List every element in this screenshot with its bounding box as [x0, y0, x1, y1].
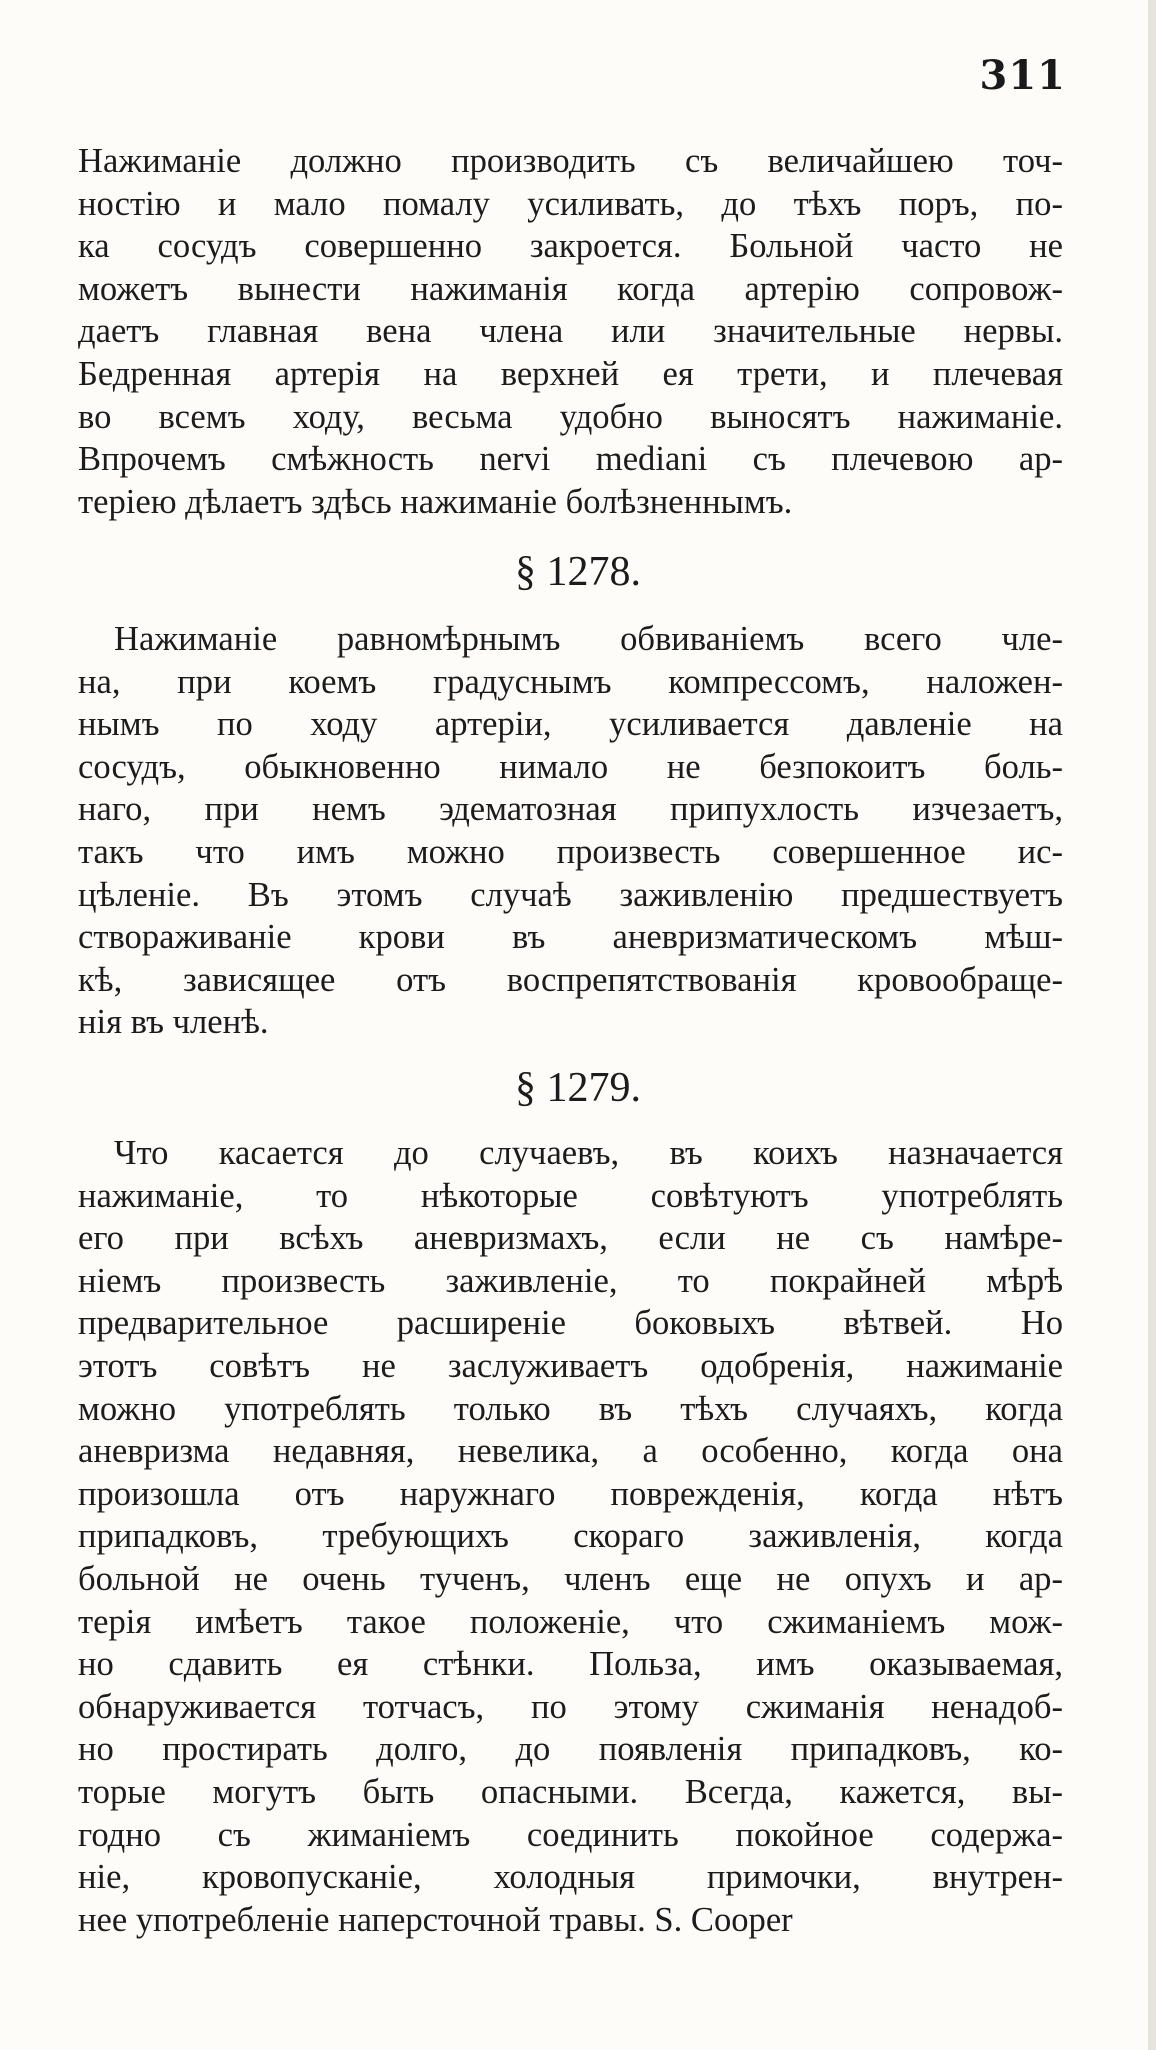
text-line: ностію и мало помалу усиливать, до тѣхъ поръ, по-: [78, 184, 1063, 223]
paragraph-1: [78, 140, 1063, 523]
text-line: даетъ главная вена члена или значительные нервы.: [78, 312, 1063, 351]
text-line: обнаруживается тотчасъ, по этому сжиманія ненадоб-: [78, 1687, 1063, 1726]
text-line: Нажиманіе должно производить съ величайшею точ-: [78, 142, 1063, 180]
text-line: можетъ вынести нажиманія когда артерію сопровож-: [78, 269, 1063, 308]
text-line: аневризма недавняя, невелика, а особенно, когда она: [78, 1432, 1063, 1471]
text-line: годно съ жиманіемъ соединить покойное содержа-: [78, 1815, 1063, 1854]
text-line: кѣ, зависящее отъ воспрепятствованія кровообраще-: [78, 960, 1063, 999]
text-line: терія имѣетъ такое положеніе, что сжиманіемъ мож-: [78, 1602, 1063, 1641]
text-line: сосудъ, обыкновенно нимало не безпокоитъ боль-: [78, 747, 1063, 786]
paragraph-3: [78, 1132, 1063, 1941]
text-line: ніемъ произвесть заживленіе, то покрайней мѣрѣ: [78, 1261, 1063, 1300]
text-line: цѣленіе. Въ этомъ случаѣ заживленію предшествуетъ: [78, 875, 1063, 914]
text-line: ніе, кровопусканіе, холодныя примочки, внутрен-: [78, 1858, 1063, 1897]
text-line: нажиманіе, то нѣкоторые совѣтуютъ употреблять: [78, 1176, 1063, 1215]
section-heading-1279: § 1279.: [515, 1065, 641, 1111]
text-line: Что касается до случаевъ, въ коихъ назначается: [114, 1134, 1063, 1172]
text-line: припадковъ, требующихъ скораго заживленія, когда: [78, 1517, 1063, 1556]
page-edge: [1148, 0, 1156, 2050]
page-number: 311: [979, 52, 1066, 99]
paragraph-2: [78, 618, 1063, 1044]
text-line: Нажиманіе равномѣрнымъ обвиваніемъ всего чле-: [114, 620, 1063, 658]
text-line: створаживаніе крови въ аневризматическомъ мѣш-: [78, 918, 1063, 957]
text-line: Бедренная артерія на верхней ея трети, и плечевая: [78, 354, 1063, 393]
text-line: его при всѣхъ аневризмахъ, если не съ намѣре-: [78, 1219, 1063, 1258]
text-line: нія въ членѣ.: [78, 1003, 269, 1042]
text-line: произошла отъ наружнаго поврежденія, когда нѣтъ: [78, 1474, 1063, 1513]
section-heading-1278: § 1278.: [515, 549, 641, 595]
text-line: ка сосудъ совершенно закроется. Больной часто не: [78, 227, 1063, 266]
text-line: нее употребленіе наперсточной травы. S. Cooper: [78, 1900, 793, 1939]
text-line: этотъ совѣтъ не заслуживаетъ одобренія, нажиманіе: [78, 1346, 1063, 1385]
text-line: торые могутъ быть опасными. Всегда, кажется, вы-: [78, 1772, 1063, 1811]
text-line: во всемъ ходу, весьма удобно выносятъ нажиманіе.: [78, 397, 1063, 436]
text-line: больной не очень тученъ, членъ еще не опухъ и ар-: [78, 1559, 1063, 1598]
text-line: на, при коемъ градуснымъ компрессомъ, наложен-: [78, 662, 1063, 701]
text-line: Впрочемъ смѣжность nervi mediani съ плечевою ар-: [78, 440, 1063, 479]
text-line: предварительное расширеніе боковыхъ вѣтвей. Но: [78, 1304, 1063, 1343]
text-line: нымъ по ходу артеріи, усиливается давленіе на: [78, 705, 1063, 744]
text-line: наго, при немъ эдематозная припухлость изчезаетъ,: [78, 790, 1063, 829]
text-line: такъ что имъ можно произвесть совершенное ис-: [78, 832, 1063, 871]
text-line: но простирать долго, до появленія припадковъ, ко-: [78, 1730, 1063, 1769]
text-line: теріею дѣлаетъ здѣсь нажиманіе болѣзненнымъ.: [78, 482, 793, 521]
text-line: но сдавить ея стѣнки. Польза, имъ оказываемая,: [78, 1645, 1063, 1684]
text-line: можно употреблять только въ тѣхъ случаяхъ, когда: [78, 1389, 1063, 1428]
